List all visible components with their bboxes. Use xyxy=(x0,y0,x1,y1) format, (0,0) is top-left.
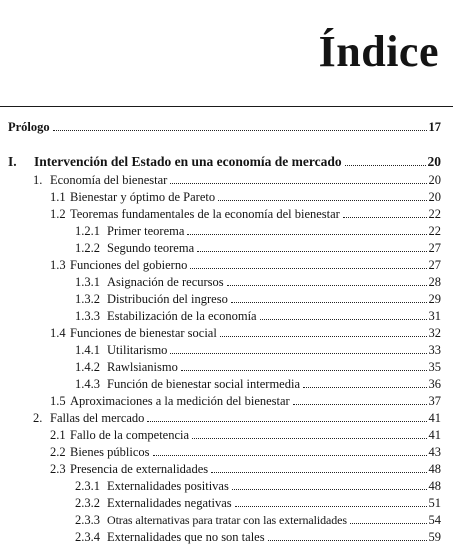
entry-number: 1.3.1 xyxy=(75,275,100,289)
entry-number: 2.2 xyxy=(50,445,66,459)
entry-page: 32 xyxy=(428,326,441,340)
toc-entry-subsubsection[interactable] xyxy=(75,495,441,511)
entry-title: Intervención del Estado en una economía de mercado xyxy=(34,154,342,169)
entry-title: Externalidades positivas xyxy=(107,479,229,493)
entry-number: 1.2.2 xyxy=(75,241,100,255)
entry-number: 1.4 xyxy=(50,326,66,340)
entry-page: 28 xyxy=(428,275,441,289)
entry-number: 2.3.1 xyxy=(75,479,100,493)
entry-title: Asignación de recursos xyxy=(107,275,224,289)
entry-page: 33 xyxy=(428,343,441,357)
page-title: Índice xyxy=(318,27,439,76)
toc-entry-subsection[interactable] xyxy=(50,257,441,273)
toc-entry-subsubsection[interactable] xyxy=(75,512,441,528)
leader-dots xyxy=(211,472,426,473)
entry-number: 1. xyxy=(33,173,43,187)
entry-title: Función de bienestar social intermedia xyxy=(107,377,300,391)
entry-number: 1.5 xyxy=(50,394,66,408)
leader-dots xyxy=(260,319,427,320)
entry-page: 54 xyxy=(428,513,441,527)
toc-entry-subsubsection[interactable] xyxy=(75,291,441,307)
entry-number: 2. xyxy=(33,411,43,425)
toc-entry-subsubsection[interactable] xyxy=(75,240,441,256)
toc-entry-chapter[interactable] xyxy=(8,154,441,170)
toc-entry-subsubsection[interactable] xyxy=(75,223,441,239)
entry-title: Segundo teorema xyxy=(107,241,195,255)
entry-number: 1.1 xyxy=(50,190,66,204)
entry-number: 1.3.2 xyxy=(75,292,100,306)
entry-page: 17 xyxy=(428,120,441,134)
entry-number: 2.1 xyxy=(50,428,66,442)
toc-entry-section[interactable] xyxy=(33,172,441,188)
entry-page: 51 xyxy=(428,496,441,510)
toc-entry-subsection[interactable] xyxy=(50,444,441,460)
entry-title: Primer teorema xyxy=(107,224,185,238)
toc-entry-subsubsection[interactable] xyxy=(75,342,441,358)
toc-entry-subsection[interactable] xyxy=(50,461,441,477)
entry-number: 2.3.3 xyxy=(75,513,100,527)
leader-dots xyxy=(192,438,426,439)
leader-dots xyxy=(190,268,426,269)
leader-dots xyxy=(197,251,426,252)
leader-dots xyxy=(53,130,427,131)
leader-dots xyxy=(147,421,426,422)
entry-number: 1.4.2 xyxy=(75,360,100,374)
toc-entry-subsection[interactable] xyxy=(50,206,441,222)
entry-title: Funciones del gobierno xyxy=(70,258,188,272)
entry-number: 1.3 xyxy=(50,258,66,272)
leader-dots xyxy=(268,540,427,541)
entry-page: 22 xyxy=(428,224,441,238)
entry-title: Rawlsianismo xyxy=(107,360,178,374)
entry-page: 22 xyxy=(428,207,441,221)
entry-title: Presencia de externalidades xyxy=(70,462,209,476)
entry-number: 2.3.2 xyxy=(75,496,100,510)
entry-page: 20 xyxy=(428,190,441,204)
leader-dots xyxy=(170,183,426,184)
entry-title: Funciones de bienestar social xyxy=(70,326,217,340)
entry-page: 37 xyxy=(428,394,441,408)
entry-page: 36 xyxy=(428,377,441,391)
leader-dots xyxy=(181,370,427,371)
leader-dots xyxy=(153,455,427,456)
entry-title: Bienes públicos xyxy=(70,445,150,459)
leader-dots xyxy=(218,200,426,201)
entry-title: Externalidades negativas xyxy=(107,496,232,510)
leader-dots xyxy=(343,217,427,218)
entry-title: Fallo de la competencia xyxy=(70,428,190,442)
leader-dots xyxy=(293,404,427,405)
entry-title: Economía del bienestar xyxy=(50,173,168,187)
toc-entry-subsection[interactable] xyxy=(50,427,441,443)
leader-dots xyxy=(227,285,427,286)
entry-number: 2.3 xyxy=(50,462,66,476)
entry-number: 1.3.3 xyxy=(75,309,100,323)
toc-entry-subsection[interactable] xyxy=(50,325,441,341)
entry-title: Teoremas fundamentales de la economía del bienestar xyxy=(70,207,340,221)
entry-page: 31 xyxy=(428,309,441,323)
entry-number: 1.2.1 xyxy=(75,224,100,238)
entry-page: 48 xyxy=(428,462,441,476)
entry-title: Estabilización de la economía xyxy=(107,309,257,323)
entry-page: 41 xyxy=(428,411,441,425)
leader-dots xyxy=(231,302,427,303)
entry-title: Externalidades que no son tales xyxy=(107,530,265,544)
title-divider xyxy=(0,106,453,107)
leader-dots xyxy=(235,506,427,507)
toc-entry-subsubsection[interactable] xyxy=(75,529,441,545)
toc-entry-subsubsection[interactable] xyxy=(75,359,441,375)
toc-entry-subsubsection[interactable] xyxy=(75,376,441,392)
leader-dots xyxy=(187,234,426,235)
entry-title: Utilitarismo xyxy=(107,343,168,357)
leader-dots xyxy=(170,353,426,354)
entry-number: I. xyxy=(8,154,17,169)
toc-entry-subsubsection[interactable] xyxy=(75,478,441,494)
leader-dots xyxy=(345,165,426,166)
entry-page: 29 xyxy=(428,292,441,306)
entry-page: 20 xyxy=(427,154,441,169)
entry-title: Bienestar y óptimo de Pareto xyxy=(70,190,216,204)
entry-title: Fallas del mercado xyxy=(50,411,145,425)
entry-number: 1.2 xyxy=(50,207,66,221)
entry-number: 1.4.1 xyxy=(75,343,100,357)
entry-page: 27 xyxy=(428,241,441,255)
toc-entry-subsection[interactable] xyxy=(50,393,441,409)
entry-number: 2.3.4 xyxy=(75,530,100,544)
leader-dots xyxy=(232,489,427,490)
entry-page: 41 xyxy=(428,428,441,442)
entry-page: 27 xyxy=(428,258,441,272)
entry-page: 48 xyxy=(428,479,441,493)
entry-page: 35 xyxy=(428,360,441,374)
leader-dots xyxy=(350,523,427,524)
toc-entry-subsubsection[interactable] xyxy=(75,274,441,290)
entry-page: 59 xyxy=(428,530,441,544)
toc-entry-subsection[interactable] xyxy=(50,189,441,205)
toc-entry-subsubsection[interactable] xyxy=(75,308,441,324)
leader-dots xyxy=(220,336,427,337)
entry-title: Aproximaciones a la medición del bienestar xyxy=(70,394,290,408)
leader-dots xyxy=(303,387,427,388)
toc-entry-section[interactable] xyxy=(33,410,441,426)
entry-page: 43 xyxy=(428,445,441,459)
entry-title: Prólogo xyxy=(8,120,50,134)
toc-entry-prologo[interactable] xyxy=(8,119,441,135)
entry-title: Distribución del ingreso xyxy=(107,292,228,306)
entry-title: Otras alternativas para tratar con las externalidades xyxy=(107,513,347,527)
entry-page: 20 xyxy=(428,173,441,187)
entry-number: 1.4.3 xyxy=(75,377,100,391)
